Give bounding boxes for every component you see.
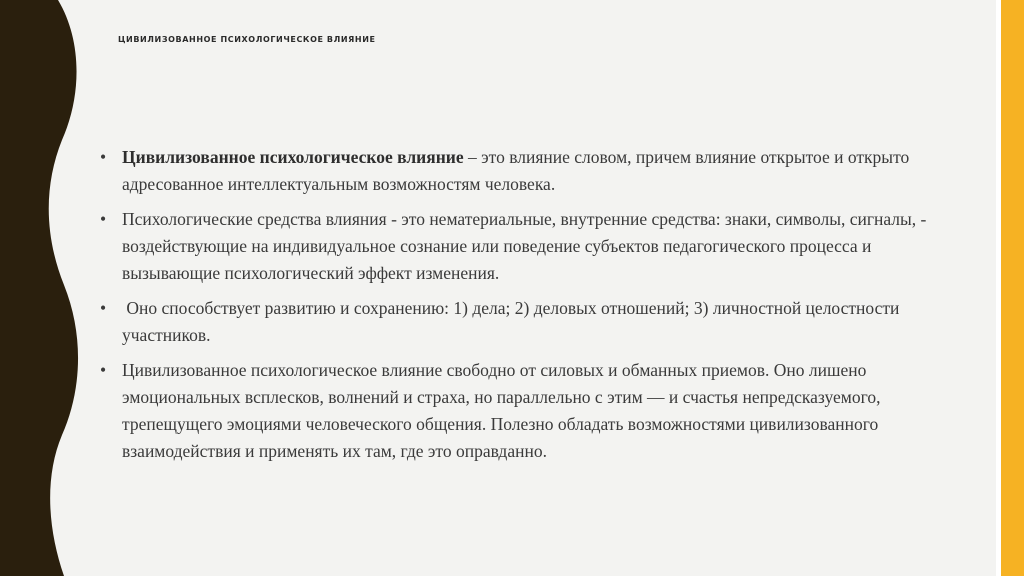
bullet-marker: •: [100, 209, 107, 229]
bullet-item-3: [100, 295, 970, 349]
bullet-list: [100, 144, 970, 473]
bullet-marker: •: [100, 147, 107, 167]
bullet-item-4: [100, 357, 970, 465]
left-wavy-band: [0, 0, 90, 576]
slide-title: ЦИВИЛИЗОВАННОЕ ПСИХОЛОГИЧЕСКОЕ ВЛИЯНИЕ: [118, 35, 376, 44]
left-wavy-band-shape: [0, 0, 78, 576]
bullet-item-2: [100, 206, 970, 287]
bullet-text: Психологические средства влияния - это нематериальные, внутренние средства: знаки, символы, сигналы, - воздействующие на индивидуальное сознание или поведение субъектов педагогического процесса и вызывающие психологический эффект изменения.: [122, 209, 927, 283]
bullet-item-1: [100, 144, 970, 198]
bullet-text: Оно способствует развитию и сохранению: 1) дела; 2) деловых отношений; 3) личностной целостности участников.: [122, 298, 904, 345]
bullet-term: Цивилизованное психологическое влияние: [122, 147, 464, 167]
bullet-marker: •: [100, 298, 107, 318]
bullet-marker: •: [100, 360, 107, 380]
bullet-text: – это влияние словом, причем влияние открытое и открыто адресованное интеллектуальным возможностям человека.: [122, 147, 910, 194]
bullet-text: Цивилизованное психологическое влияние свободно от силовых и обманных приемов. Оно лишено эмоциональных всплесков, волнений и страха, но параллельно с этим — и счастья непредсказуемого, трепещущего эмоциями человеческого общения. Полезно обладать возможностями цивилизованного взаимодействия и применять их там, где это оправданно.: [122, 360, 881, 461]
right-accent-bar: [1001, 0, 1024, 576]
